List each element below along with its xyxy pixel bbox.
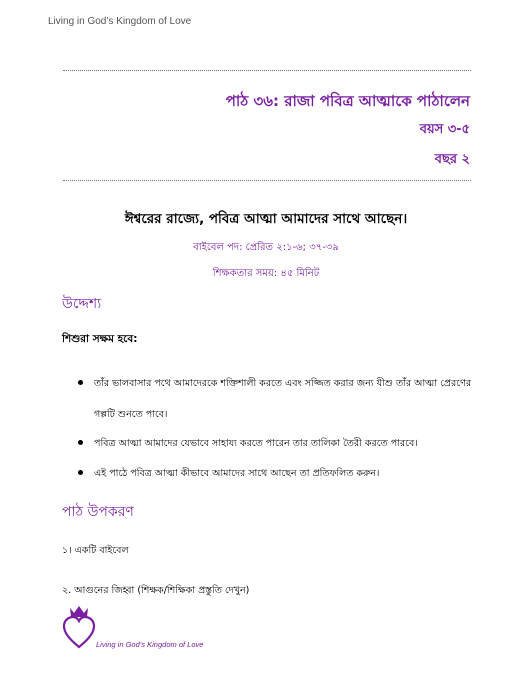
objective-item: এই পাঠে পবিত্র আত্মা কীভাবে আমাদের সাথে আছেন তা প্রতিফলিত করুন। [94, 468, 380, 479]
objective-subheading: শিশুরা সক্ষম হবে: [62, 333, 138, 345]
materials-item: ১। একটি বাইবেল [62, 545, 129, 556]
bullet-dot [78, 440, 83, 445]
footer-text: Living in God’s Kingdom of Love [96, 640, 204, 649]
main-title: ঈশ্বরের রাজ্যে, পবিত্র আত্মা আমাদের সাথে আছেন। [124, 211, 408, 227]
heart-crown-logo-icon [62, 604, 96, 650]
teaching-time: শিক্ষকতার সময়: ৪৫ মিনিট [212, 268, 320, 279]
objective-heading: উদ্দেশ্য [62, 296, 102, 312]
divider-top [63, 70, 471, 71]
bible-passage: বাইবেল পদ: প্রেরিত ২:১-৬; ৩৭-৩৯ [193, 242, 339, 253]
age-range: বয়স ৩-৫ [419, 122, 470, 137]
bullet-dot [78, 470, 83, 475]
year-label: বছর ২ [434, 152, 470, 167]
divider-bottom [63, 180, 471, 181]
objective-item: পবিত্র আত্মা আমাদের যেভাবে সাহায্য করতে পারেন তার তালিকা তৈরী করতে পারবে। [94, 438, 418, 449]
header-text: Living in God’s Kingdom of Love [48, 16, 192, 27]
materials-heading: পাঠ উপকরণ [62, 504, 134, 520]
objective-item: তাঁর ভালবাসার পথে আমাদেরকে শক্তিশালী করতে এবং সজ্জিত করার জন্য যীশু তাঁর আত্মা প্রেরণের গল্পটি শুনতে পাবে। [94, 378, 472, 420]
materials-item: ২. আগুনের জিহ্বা (শিক্ষক/শিক্ষিকা প্রস্তুতি দেখুন) [62, 585, 250, 596]
lesson-title: পাঠ ৩৬: রাজা পবিত্র আত্মাকে পাঠালেন [225, 92, 470, 110]
bullet-dot [78, 380, 83, 385]
